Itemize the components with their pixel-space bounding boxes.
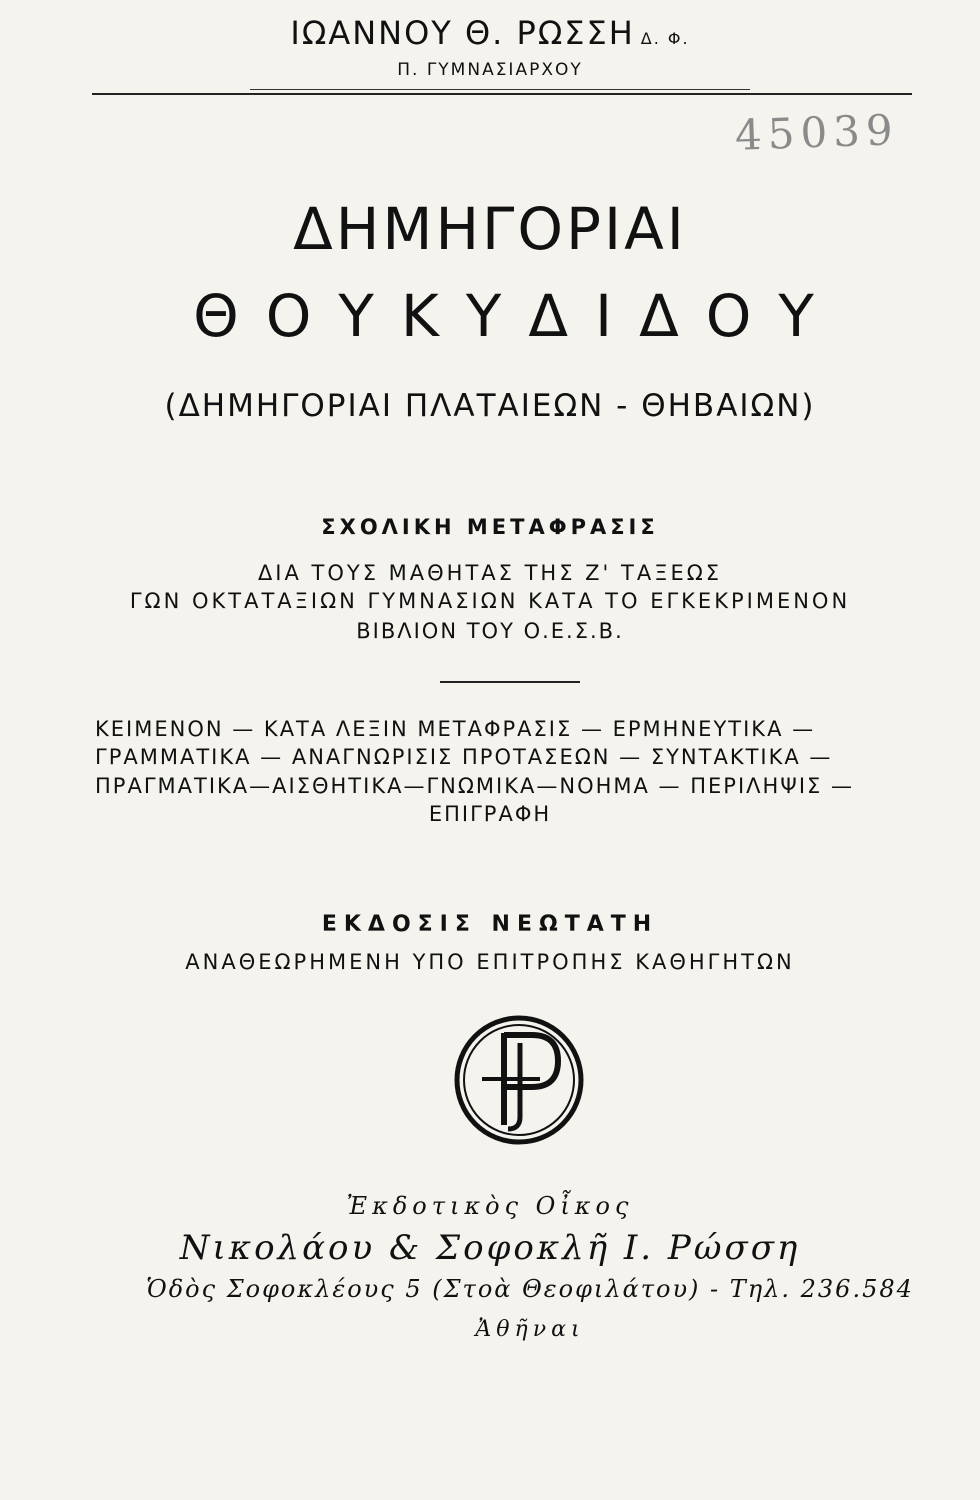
publisher-house: Ἐκδοτικὸς Οἶκος [346,1192,634,1220]
audience-line-3: ΒΙΒΛΙΟΝ ΤΟΥ Ο.Ε.Σ.Β. [356,619,624,643]
contents-line-1: ΚΕΙΜΕΝΟΝ — ΚΑΤΑ ΛΕΞΙΝ ΜΕΤΑΦΡΑΣΙΣ — ΕΡΜΗΝΕΥΤΙΚΑ — [95,717,816,741]
contents-line-2: ΓΡΑΜΜΑΤΙΚΑ — ΑΝΑΓΝΩΡΙΣΙΣ ΠΡΟΤΑΣΕΩΝ — ΣΥΝΤΑΚΤΙΚΑ — [95,745,833,769]
author-name: ΙΩΑΝΝΟΥ Θ. ΡΩΣΣΗ [290,14,635,52]
publisher-address: Ὁδὸς Σοφοκλέους 5 (Στοὰ Θεοφιλάτου) - Τηλ. 236.584 [146,1275,914,1303]
contents-line-3: ΠΡΑΓΜΑΤΙΚΑ—ΑΙΣΘΗΤΙΚΑ—ΓΝΩΜΙΚΑ—ΝΟΗΜΑ — ΠΕΡΙΛΗΨΙΣ — [95,774,854,798]
author-role: Π. ΓΥΜΝΑΣΙΑΡΧΟΥ [397,60,583,80]
book-title: ΔΗΜΗΓΟΡΙΑΙ [293,195,687,263]
contents-line-4: ΕΠΙΓΡΑΦΗ [428,802,552,826]
header-rule-thin [250,89,750,90]
audience-line-1: ΔΙΑ ΤΟΥΣ ΜΑΘΗΤΑΣ ΤΗΣ Ζ' ΤΑΞΕΩΣ [257,561,723,585]
section-divider [440,681,580,683]
author-suffix: Δ. Φ. [640,29,690,48]
header-rule [92,93,912,95]
edition-label: ΕΚΔΟΣΙΣ ΝΕΩΤΑΤΗ [321,912,659,937]
author-line [0,14,980,52]
audience-line-2: ΓΩΝ ΟΚΤΑΤΑΞΙΩΝ ΓΥΜΝΑΣΙΩΝ ΚΑΤΑ ΤΟ ΕΓΚΕΚΡΙΜΕΝΟΝ [129,589,851,613]
publisher-city: Ἀθῆναι [475,1317,585,1342]
publisher-name: Νικολάου & Σοφοκλῆ Ι. Ρώσση [179,1228,801,1268]
translation-heading: ΣΧΟΛΙΚΗ ΜΕΤΑΦΡΑΣΙΣ [321,515,659,539]
book-title-author: ΘΟΥΚΥΔΙΔΟΥ [193,282,841,350]
publisher-logo-icon [452,1013,586,1147]
edition-revised: ΑΝΑΘΕΩΡΗΜΕΝΗ ΥΠΟ ΕΠΙΤΡΟΠΗΣ ΚΑΘΗΓΗΤΩΝ [185,950,795,974]
catalog-number: 45039 [734,105,900,160]
book-subtitle: (ΔΗΜΗΓΟΡΙΑΙ ΠΛΑΤΑΙΕΩΝ - ΘΗΒΑΙΩΝ) [164,388,816,424]
